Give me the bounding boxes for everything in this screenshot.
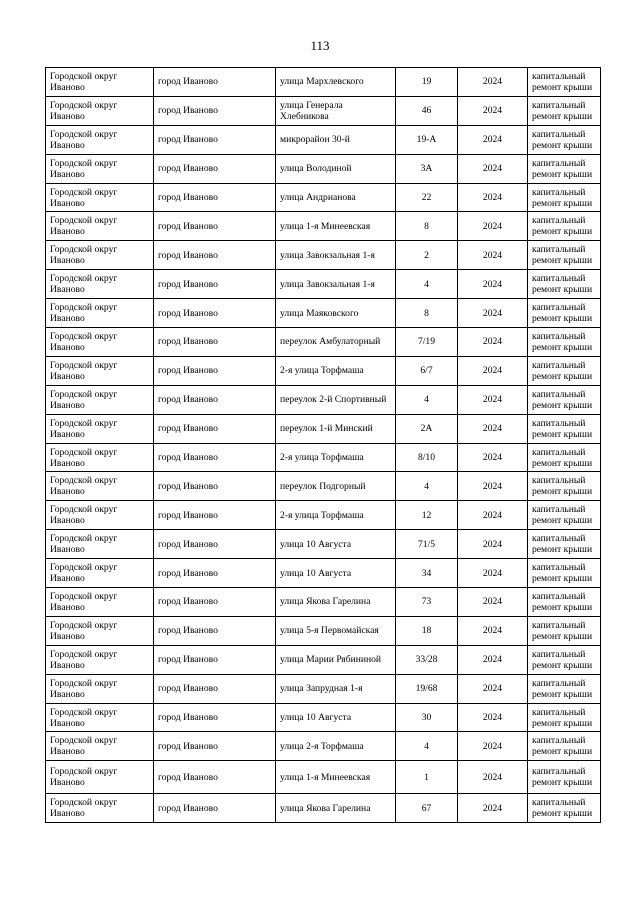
street-cell: улица Мархлевского [276, 68, 396, 97]
city-cell: город Иваново [154, 501, 276, 530]
street-cell: улица 2-я Торфмаша [276, 732, 396, 761]
street-cell: переулок 1-й Минский [276, 414, 396, 443]
table-row [46, 414, 601, 443]
street-cell: улица 1-я Минеевская [276, 212, 396, 241]
district-cell: Городской округ Иваново [46, 761, 154, 794]
table-body [46, 68, 601, 823]
house-number-cell: 4 [396, 385, 458, 414]
house-number-cell: 8 [396, 212, 458, 241]
city-cell: город Иваново [154, 356, 276, 385]
house-number-cell: 4 [396, 732, 458, 761]
work-type-cell: капитальный ремонт крыши [528, 732, 601, 761]
house-number-cell: 8/10 [396, 443, 458, 472]
table-row [46, 559, 601, 588]
house-number-cell: 4 [396, 472, 458, 501]
street-cell: 2-я улица Торфмаша [276, 356, 396, 385]
work-type-cell: капитальный ремонт крыши [528, 270, 601, 299]
year-cell: 2024 [458, 414, 528, 443]
house-number-cell: 19-А [396, 125, 458, 154]
table-row [46, 212, 601, 241]
city-cell: город Иваново [154, 761, 276, 794]
roof-repair-table [45, 67, 601, 823]
district-cell: Городской округ Иваново [46, 414, 154, 443]
city-cell: город Иваново [154, 559, 276, 588]
year-cell: 2024 [458, 732, 528, 761]
district-cell: Городской округ Иваново [46, 270, 154, 299]
table-row [46, 645, 601, 674]
district-cell: Городской округ Иваново [46, 183, 154, 212]
work-type-cell: капитальный ремонт крыши [528, 299, 601, 328]
street-cell: 2-я улица Торфмаша [276, 501, 396, 530]
district-cell: Городской округ Иваново [46, 616, 154, 645]
street-cell: 2-я улица Торфмаша [276, 443, 396, 472]
table-row [46, 241, 601, 270]
city-cell: город Иваново [154, 732, 276, 761]
city-cell: город Иваново [154, 645, 276, 674]
year-cell: 2024 [458, 645, 528, 674]
house-number-cell: 8 [396, 299, 458, 328]
year-cell: 2024 [458, 96, 528, 125]
district-cell: Городской округ Иваново [46, 68, 154, 97]
year-cell: 2024 [458, 385, 528, 414]
city-cell: город Иваново [154, 212, 276, 241]
work-type-cell: капитальный ремонт крыши [528, 385, 601, 414]
district-cell: Городской округ Иваново [46, 472, 154, 501]
street-cell: улица 1-я Минеевская [276, 761, 396, 794]
street-cell: улица Якова Гарелина [276, 588, 396, 617]
district-cell: Городской округ Иваново [46, 530, 154, 559]
street-cell: улица Якова Гарелина [276, 794, 396, 823]
table-row [46, 299, 601, 328]
district-cell: Городской округ Иваново [46, 674, 154, 703]
district-cell: Городской округ Иваново [46, 299, 154, 328]
year-cell: 2024 [458, 588, 528, 617]
year-cell: 2024 [458, 703, 528, 732]
table-row [46, 183, 601, 212]
district-cell: Городской округ Иваново [46, 732, 154, 761]
work-type-cell: капитальный ремонт крыши [528, 328, 601, 357]
year-cell: 2024 [458, 761, 528, 794]
district-cell: Городской округ Иваново [46, 154, 154, 183]
year-cell: 2024 [458, 68, 528, 97]
year-cell: 2024 [458, 443, 528, 472]
year-cell: 2024 [458, 616, 528, 645]
year-cell: 2024 [458, 183, 528, 212]
table-row [46, 616, 601, 645]
house-number-cell: 19/68 [396, 674, 458, 703]
house-number-cell: 46 [396, 96, 458, 125]
table-row [46, 530, 601, 559]
house-number-cell: 12 [396, 501, 458, 530]
work-type-cell: капитальный ремонт крыши [528, 501, 601, 530]
table-row [46, 68, 601, 97]
district-cell: Городской округ Иваново [46, 356, 154, 385]
house-number-cell: 67 [396, 794, 458, 823]
district-cell: Городской округ Иваново [46, 328, 154, 357]
work-type-cell: капитальный ремонт крыши [528, 674, 601, 703]
street-cell: переулок Подгорный [276, 472, 396, 501]
table-row [46, 154, 601, 183]
table-row [46, 703, 601, 732]
street-cell: улица Запрудная 1-я [276, 674, 396, 703]
district-cell: Городской округ Иваново [46, 645, 154, 674]
house-number-cell: 33/28 [396, 645, 458, 674]
district-cell: Городской округ Иваново [46, 385, 154, 414]
house-number-cell: 4 [396, 270, 458, 299]
street-cell: улица Володиной [276, 154, 396, 183]
street-cell: улица Андрианова [276, 183, 396, 212]
year-cell: 2024 [458, 125, 528, 154]
street-cell: микрорайон 30-й [276, 125, 396, 154]
year-cell: 2024 [458, 154, 528, 183]
work-type-cell: капитальный ремонт крыши [528, 443, 601, 472]
work-type-cell: капитальный ремонт крыши [528, 530, 601, 559]
work-type-cell: капитальный ремонт крыши [528, 183, 601, 212]
house-number-cell: 2 [396, 241, 458, 270]
year-cell: 2024 [458, 472, 528, 501]
city-cell: город Иваново [154, 472, 276, 501]
district-cell: Городской округ Иваново [46, 559, 154, 588]
street-cell: улица 10 Августа [276, 530, 396, 559]
year-cell: 2024 [458, 674, 528, 703]
year-cell: 2024 [458, 270, 528, 299]
street-cell: улица 10 Августа [276, 559, 396, 588]
city-cell: город Иваново [154, 414, 276, 443]
work-type-cell: капитальный ремонт крыши [528, 356, 601, 385]
city-cell: город Иваново [154, 443, 276, 472]
city-cell: город Иваново [154, 588, 276, 617]
city-cell: город Иваново [154, 183, 276, 212]
table-row [46, 794, 601, 823]
house-number-cell: 7/19 [396, 328, 458, 357]
year-cell: 2024 [458, 794, 528, 823]
house-number-cell: 19 [396, 68, 458, 97]
year-cell: 2024 [458, 559, 528, 588]
work-type-cell: капитальный ремонт крыши [528, 68, 601, 97]
city-cell: город Иваново [154, 385, 276, 414]
district-cell: Городской округ Иваново [46, 588, 154, 617]
city-cell: город Иваново [154, 530, 276, 559]
city-cell: город Иваново [154, 96, 276, 125]
city-cell: город Иваново [154, 154, 276, 183]
work-type-cell: капитальный ремонт крыши [528, 154, 601, 183]
district-cell: Городской округ Иваново [46, 443, 154, 472]
year-cell: 2024 [458, 299, 528, 328]
house-number-cell: 34 [396, 559, 458, 588]
district-cell: Городской округ Иваново [46, 125, 154, 154]
district-cell: Городской округ Иваново [46, 212, 154, 241]
city-cell: город Иваново [154, 328, 276, 357]
table-row [46, 125, 601, 154]
work-type-cell: капитальный ремонт крыши [528, 472, 601, 501]
table-row [46, 472, 601, 501]
table-row [46, 328, 601, 357]
district-cell: Городской округ Иваново [46, 501, 154, 530]
table-row [46, 761, 601, 794]
house-number-cell: 22 [396, 183, 458, 212]
table-row [46, 96, 601, 125]
work-type-cell: капитальный ремонт крыши [528, 414, 601, 443]
work-type-cell: капитальный ремонт крыши [528, 125, 601, 154]
work-type-cell: капитальный ремонт крыши [528, 559, 601, 588]
table-row [46, 501, 601, 530]
street-cell: улица 5-я Первомайская [276, 616, 396, 645]
house-number-cell: 1 [396, 761, 458, 794]
work-type-cell: капитальный ремонт крыши [528, 616, 601, 645]
street-cell: переулок Амбулаторный [276, 328, 396, 357]
street-cell: улица Марии Рябининой [276, 645, 396, 674]
street-cell: переулок 2-й Спортивный [276, 385, 396, 414]
work-type-cell: капитальный ремонт крыши [528, 645, 601, 674]
year-cell: 2024 [458, 212, 528, 241]
street-cell: улица Завокзальная 1-я [276, 270, 396, 299]
city-cell: город Иваново [154, 299, 276, 328]
street-cell: улица Маяковского [276, 299, 396, 328]
work-type-cell: капитальный ремонт крыши [528, 588, 601, 617]
year-cell: 2024 [458, 328, 528, 357]
work-type-cell: капитальный ремонт крыши [528, 212, 601, 241]
city-cell: город Иваново [154, 674, 276, 703]
table-row [46, 674, 601, 703]
house-number-cell: 30 [396, 703, 458, 732]
year-cell: 2024 [458, 356, 528, 385]
table-row [46, 385, 601, 414]
city-cell: город Иваново [154, 68, 276, 97]
table-row [46, 588, 601, 617]
house-number-cell: 6/7 [396, 356, 458, 385]
table-row [46, 443, 601, 472]
table-row [46, 356, 601, 385]
city-cell: город Иваново [154, 616, 276, 645]
page-number: 113 [310, 38, 330, 53]
year-cell: 2024 [458, 241, 528, 270]
street-cell: улица 10 Августа [276, 703, 396, 732]
street-cell: улица Завокзальная 1-я [276, 241, 396, 270]
street-cell: улица Генерала Хлебникова [276, 96, 396, 125]
work-type-cell: капитальный ремонт крыши [528, 96, 601, 125]
city-cell: город Иваново [154, 794, 276, 823]
city-cell: город Иваново [154, 241, 276, 270]
house-number-cell: 71/5 [396, 530, 458, 559]
table-row [46, 732, 601, 761]
table-row [46, 270, 601, 299]
house-number-cell: 3А [396, 154, 458, 183]
work-type-cell: капитальный ремонт крыши [528, 761, 601, 794]
house-number-cell: 2А [396, 414, 458, 443]
city-cell: город Иваново [154, 703, 276, 732]
work-type-cell: капитальный ремонт крыши [528, 703, 601, 732]
city-cell: город Иваново [154, 125, 276, 154]
district-cell: Городской округ Иваново [46, 96, 154, 125]
year-cell: 2024 [458, 530, 528, 559]
house-number-cell: 18 [396, 616, 458, 645]
district-cell: Городской округ Иваново [46, 703, 154, 732]
work-type-cell: капитальный ремонт крыши [528, 794, 601, 823]
work-type-cell: капитальный ремонт крыши [528, 241, 601, 270]
year-cell: 2024 [458, 501, 528, 530]
house-number-cell: 73 [396, 588, 458, 617]
district-cell: Городской округ Иваново [46, 794, 154, 823]
district-cell: Городской округ Иваново [46, 241, 154, 270]
city-cell: город Иваново [154, 270, 276, 299]
